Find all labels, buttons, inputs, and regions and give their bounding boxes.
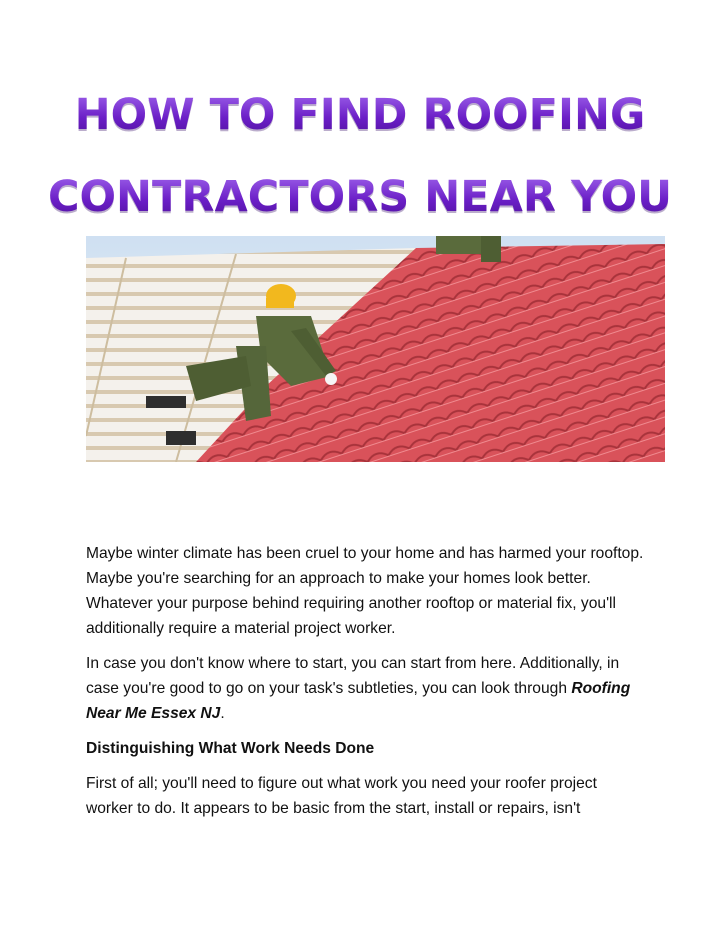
- title-block: [0, 88, 720, 224]
- paragraph-2-end: .: [220, 705, 225, 722]
- paragraph-2: [86, 651, 646, 726]
- title-line-2: CONTRACTORS NEAR YOU: [0, 170, 720, 224]
- paragraph-1: Maybe winter climate has been cruel to your home and has harmed your rooftop. Maybe you're searching for an approach to make your homes look better. Whatever your purpose behind requiring another rooftop or material fix, you'll additionally require a material project worker.: [86, 545, 644, 637]
- paragraph-3: First of all; you'll need to figure out what work you need your roofer project worker to do. It appears to be basic from the start, install or repairs, isn't: [86, 775, 597, 817]
- article-body: [86, 541, 646, 831]
- roofing-near-me-link[interactable]: Roofing Near Me Essex NJ: [86, 680, 631, 722]
- paragraph-2-text: In case you don't know where to start, you can start from here. Additionally, in case you're good to go on your task's subtleties, you can look through: [86, 655, 620, 697]
- title-line-1: HOW TO FIND ROOFING: [0, 88, 720, 142]
- section-heading: Distinguishing What Work Needs Done: [86, 740, 375, 757]
- roofer-worker-image: [86, 236, 665, 462]
